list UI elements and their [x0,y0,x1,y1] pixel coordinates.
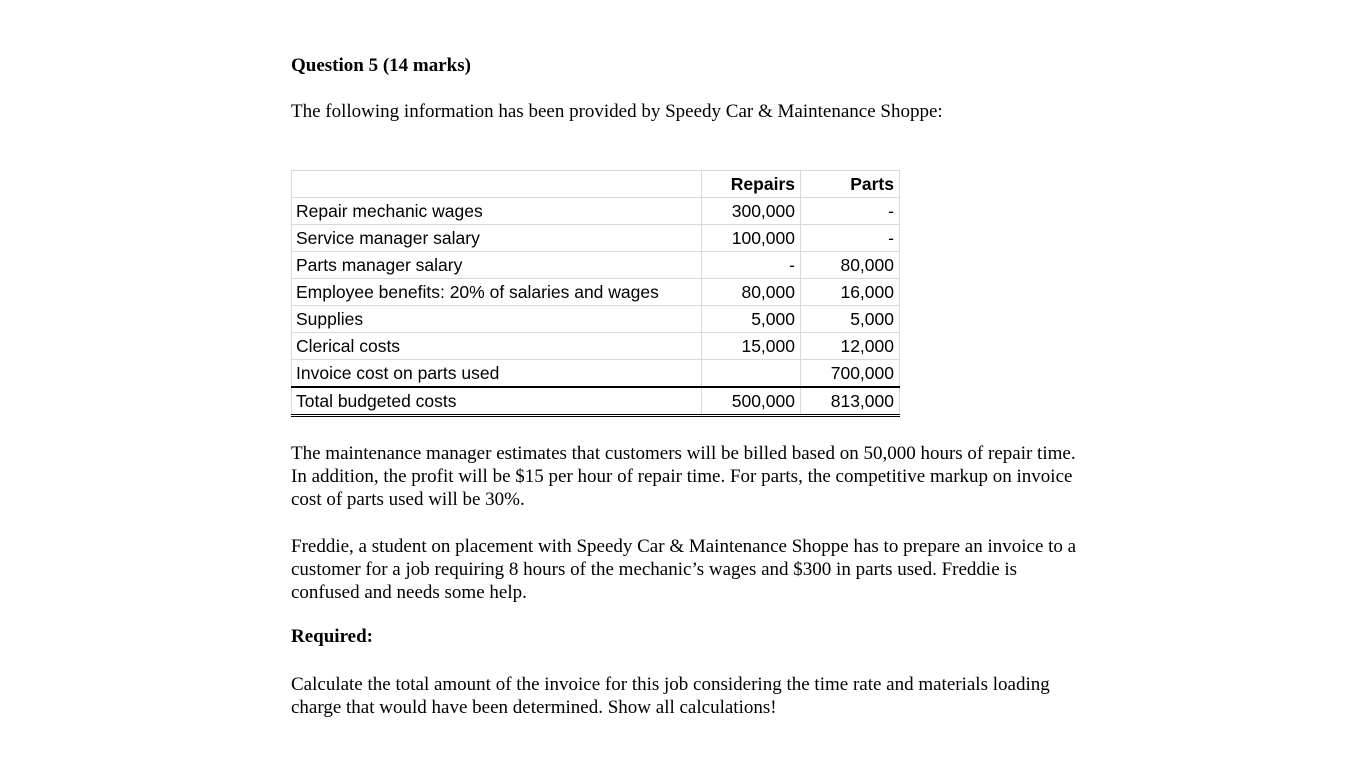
table-row [292,252,900,279]
row-label: Repair mechanic wages [292,198,702,225]
table-row [292,360,900,388]
row-label: Parts manager salary [292,252,702,279]
column-header-parts: Parts [801,171,900,198]
repairs-value: 100,000 [702,225,801,252]
question-heading: Question 5 (14 marks) [291,55,471,76]
required-label: Required: [291,626,373,647]
repairs-value: 80,000 [702,279,801,306]
parts-value: - [801,198,900,225]
table-header-row [292,171,900,198]
header-blank-cell [292,171,702,198]
scenario-paragraph: Freddie, a student on placement with Speedy Car & Maintenance Shoppe has to prepare an invoice to a customer for a job requiring 8 hours of the mechanic’s wages and $300 in parts used. Freddie is confused and needs some help. [291,536,1077,603]
parts-value: 5,000 [801,306,900,333]
intro-text: The following information has been provided by Speedy Car & Maintenance Shoppe: [291,101,943,122]
repairs-value: 300,000 [702,198,801,225]
total-row [292,387,900,416]
row-label: Service manager salary [292,225,702,252]
repairs-total: 500,000 [702,387,801,416]
parts-value: 80,000 [801,252,900,279]
row-label: Invoice cost on parts used [292,360,702,388]
parts-value: - [801,225,900,252]
repairs-value [702,360,801,388]
table-row [292,225,900,252]
task-paragraph: Calculate the total amount of the invoice for this job considering the time rate and materials loading charge that would have been determined. Show all calculations! [291,674,1050,718]
repairs-value: - [702,252,801,279]
row-label: Clerical costs [292,333,702,360]
table-row [292,306,900,333]
estimate-paragraph: The maintenance manager estimates that customers will be billed based on 50,000 hours of repair time. In addition, the profit will be $15 per hour of repair time. For parts, the competitive markup on invoice cost of parts used will be 30%. [291,443,1076,510]
row-label: Employee benefits: 20% of salaries and wages [292,279,702,306]
table-row [292,333,900,360]
parts-value: 12,000 [801,333,900,360]
repairs-value: 15,000 [702,333,801,360]
parts-value: 16,000 [801,279,900,306]
table-row [292,198,900,225]
repairs-value: 5,000 [702,306,801,333]
row-label: Supplies [292,306,702,333]
table-row [292,279,900,306]
cost-table [291,170,900,417]
parts-total: 813,000 [801,387,900,416]
row-label: Total budgeted costs [292,387,702,416]
parts-value: 700,000 [801,360,900,388]
column-header-repairs: Repairs [702,171,801,198]
